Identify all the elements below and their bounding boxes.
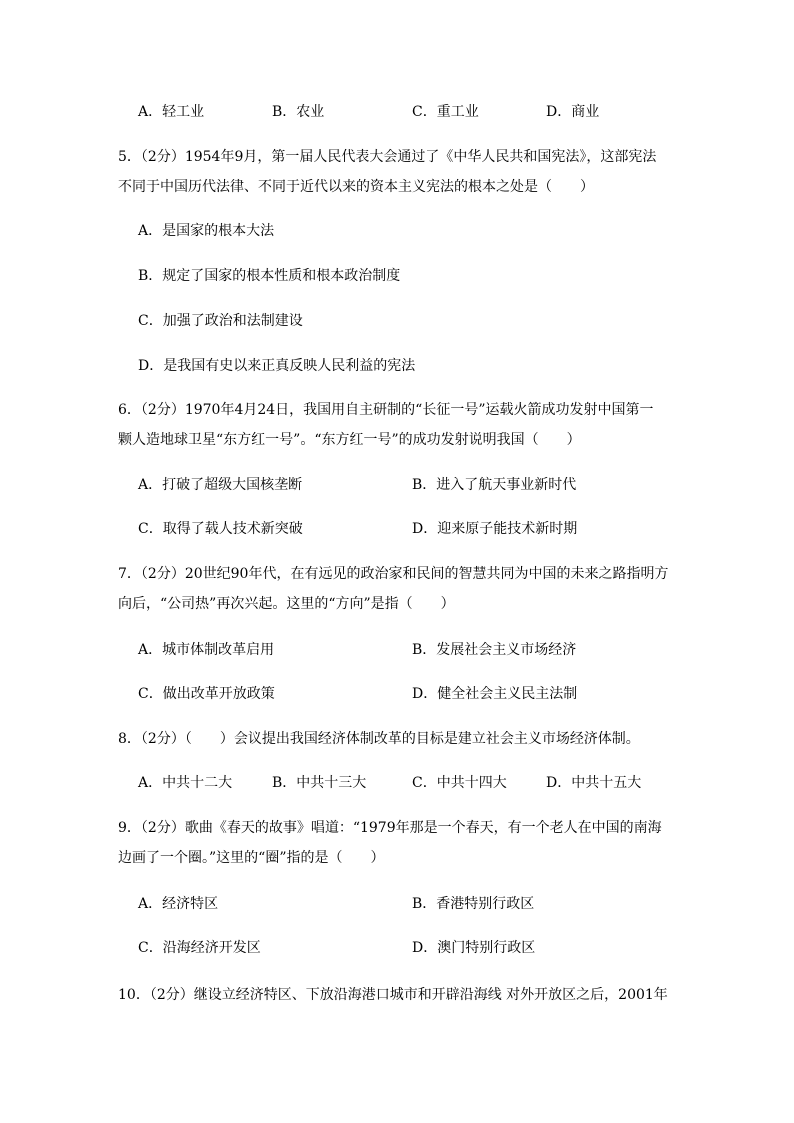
q7-option-a: A．城市体制改革启用 <box>138 642 275 658</box>
q10-stem-line1: 10．（2分）继设立经济特区、下放沿海港口城市和开辟沿海线 对外开放区之后，2001年 <box>118 987 668 1003</box>
q5-option-b: B．规定了国家的根本性质和根本政治制度 <box>138 268 401 284</box>
q6-option-a: A．打破了超级大国核垄断 <box>138 477 303 493</box>
q5-option-c: C．加强了政治和法制建设 <box>138 313 303 329</box>
q9-option-d: D．澳门特别行政区 <box>412 940 536 956</box>
q5-option-d: D．是我国有史以来正真反映人民利益的宪法 <box>138 358 416 374</box>
q4-option-a: A．轻工业 <box>138 104 205 120</box>
q7-stem-line2: 向后，“公司热”再次兴起。这里的“方向”是指（ ） <box>118 596 455 612</box>
q8-option-d: D．中共十五大 <box>546 775 642 791</box>
q8-option-b: B．中共十三大 <box>272 775 367 791</box>
q7-option-c: C．做出改革开放政策 <box>138 686 275 702</box>
q4-option-d: D．商业 <box>546 104 600 120</box>
q9-option-c: C．沿海经济开发区 <box>138 940 261 956</box>
q5-stem-line2: 不同于中国历代法律、不同于近代以来的资本主义宪法的根本之处是（ ） <box>118 179 594 195</box>
q6-stem-line1: 6．（2分）1970年4月24日，我国用自主研制的“长征一号”运载火箭成功发射中国第一 <box>118 402 654 418</box>
q9-stem-line2: 边画了一个圈。”这里的“圈”指的是（ ） <box>118 850 385 866</box>
q9-stem-line1: 9．（2分）歌曲《春天的故事》唱道：“1979年那是一个春天，有一个老人在中国的南海 <box>118 820 662 836</box>
q8-option-a: A．中共十二大 <box>138 775 233 791</box>
q7-option-d: D．健全社会主义民主法制 <box>412 686 578 702</box>
q8-stem-line1: 8．（2分）（ ）会议提出我国经济体制改革的目标是建立社会主义市场经济体制。 <box>118 731 640 747</box>
q8-option-c: C．中共十四大 <box>412 775 507 791</box>
q6-stem-line2: 颗人造地球卫星“东方红一号”。“东方红一号”的成功发射说明我国（ ） <box>118 432 581 448</box>
q7-stem-line1: 7．（2分）20世纪90年代，在有远见的政治家和民间的智慧共同为中国的未来之路指明方 <box>118 566 669 582</box>
q6-option-c: C．取得了载人技术新突破 <box>138 521 303 537</box>
q9-option-a: A．经济特区 <box>138 896 219 912</box>
q5-stem-line1: 5．（2分）1954年9月，第一届人民代表大会通过了《中华人民共和国宪法》，这部宪法 <box>118 149 657 165</box>
q4-option-c: C．重工业 <box>412 104 479 120</box>
q7-option-b: B．发展社会主义市场经济 <box>412 642 577 658</box>
q6-option-d: D．迎来原子能技术新时期 <box>412 521 578 537</box>
q6-option-b: B．进入了航天事业新时代 <box>412 477 577 493</box>
q9-option-b: B．香港特别行政区 <box>412 896 535 912</box>
q4-option-b: B．农业 <box>272 104 325 120</box>
q5-option-a: A．是国家的根本大法 <box>138 223 275 239</box>
